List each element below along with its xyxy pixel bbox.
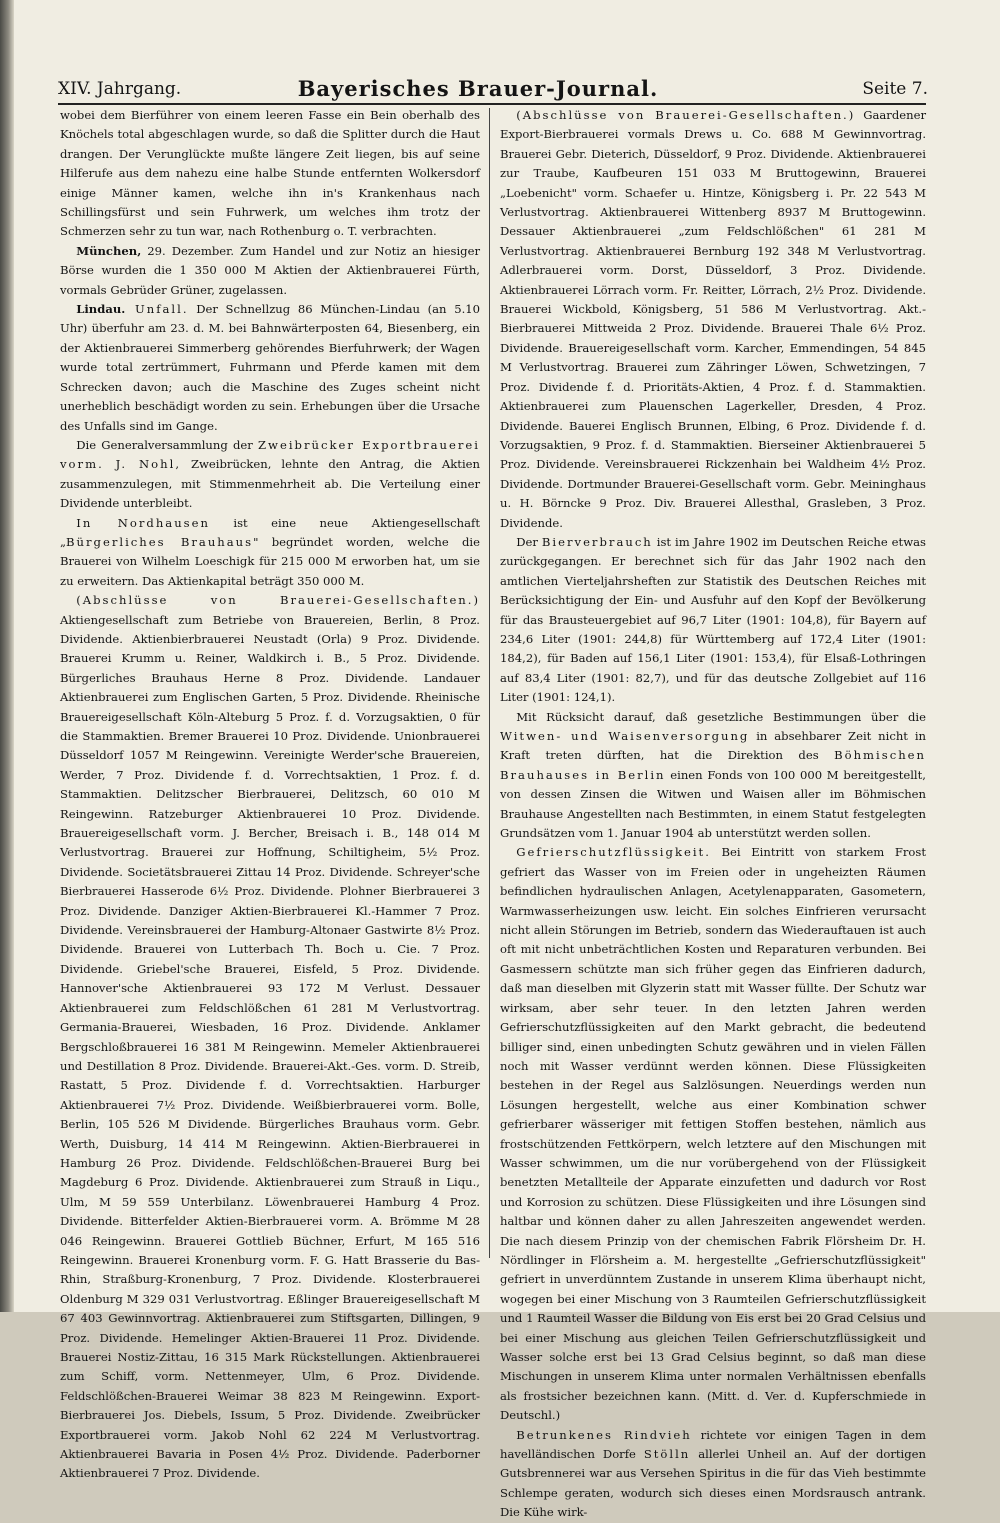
column-divider: [489, 108, 490, 1258]
header-rule: [58, 103, 926, 105]
right-column: [500, 106, 926, 1523]
page-header: [28, 76, 928, 104]
page-number: Seite 7.: [862, 79, 928, 99]
article-abschluesse-continued: (Abschlüsse von Brauerei-Gesellschaften.) Gaardener Export-Bierbrauerei vormals Drews u. Co. 688 M Gewinnvortrag. Brauerei Gebr. Dieterich, Düsseldorf, 9 Proz. Dividende. Aktienbrauerei zur Traube, Kaufbeuren 151 033 M Bruttogewinn, Brauerei „Loebenicht" vorm. Schaefer u. Hintze, Königsberg i. Pr. 22 543 M Verlustvortrag. Aktienbrauerei Wittenberg 8937 M Bruttogewinn. Dessauer Aktienbrauerei „zum Feldschlößchen" 61 281 M Verlustvortrag. Aktienbrauerei Bernburg 192 348 M Verlustvortrag. Adlerbrauerei vorm. Dorst, Düsseldorf, 3 Proz. Dividende. Aktienbrauerei Lörrach vorm. Fr. Reitter, Lörrach, 2½ Proz. Dividende. Brauerei Wickbold, Königsberg, 51 586 M Verlustvortrag. Akt.-Bierbrauerei Mittweida 2 Proz. Dividende. Brauerei Thale 6½ Proz. Dividende. Brauereigesellschaft vorm. Karcher, Emmendingen, 54 845 M Verlustvortrag. Brauerei zum Zähringer Löwen, Schwetzingen, 7 Proz. Dividende f. d. Prioritäts-Aktien, 4 Proz. f. d. Stammaktien. Aktienbrauerei zum Plauenschen Lagerkeller, Dresden, 4 Proz. Dividende. Bauerei Englisch Brunnen, Elbing, 6 Proz. Dividende f. d. Vorzugsaktien, 9 Proz. f. d. Stammaktien. Bierseiner Aktienbrauerei 5 Proz. Dividende. Vereinsbrauerei Rickzenhain bei Waldheim 4½ Proz. Dividende. Dortmunder Brauerei-Gesellschaft vorm. Gebr. Meininghaus u. H. Börncke 9 Proz. Div. Brauerei Allesthal, Grasleben, 3 Proz. Dividende.: [500, 108, 926, 530]
article-lindau: Lindau. Unfall. Der Schnellzug 86 München-Lindau (an 5.10 Uhr) überfuhr am 23. d. M. bei Bahnwärterposten 64, Biesenberg, ein der Aktienbrauerei Simmerberg gehörendes Bierfuhrwerk; der Wagen wurde total zertrümmert, Fuhrmann und Pferde kamen mit dem Schrecken davon; auch die Maschine des Zuges scheint nicht unerheblich beschädigt worden zu sein. Erhebungen über die Ursache des Unfalls sind im Gange.: [60, 302, 481, 433]
left-column: [60, 106, 480, 1484]
article-generalversammlung: Die Generalversammlung der Zweibrücker Exportbrauerei vorm. J. Nohl, Zweibrücken, lehnte den Antrag, die Aktien zusammenzulegen, mit Stimmenmehrheit ab. Die Verteilung einer Dividende unterbleibt.: [60, 437, 480, 511]
article-nordhausen: In Nordhausen ist eine neue Aktiengesellschaft „Bürgerliches Brauhaus" begründet worden, welche die Brauerei von Wilhelm Loeschigk für 215 000 M erworben hat, um sie zu erweitern. Das Aktienkapital beträgt 350 000 M.: [60, 515, 480, 588]
article-gefrierschutz: Gefrierschutzflüssigkeit. Bei Eintritt von starkem Frost gefriert das Wasser von im Freien oder in ungeheizten Räumen befindlichen hydraulischen Anlagen, Acetylenapparaten, Gasometern, Warmwasserheizungen usw. leicht. Ein solches Einfrieren verursacht nicht allein Störungen im Betrieb, sondern das Wiederauftauen ist auch oft mit nicht unbeträchtlichen Kosten und Reparaturen verbunden. Bei Gasmessern schützte man sich früher gegen das Einfrieren dadurch, daß man dieselben mit Glyzerin statt mit Wasser füllte. Der Schutz war wirksam, aber sehr teuer. In den letzten Jahren werden Gefrierschutzflüssigkeiten auf den Markt gebracht, die bedeutend billiger sind, einen unbedingten Schutz gewähren und in vielen Fällen noch mit Wasser verdünnt werden können. Diese Flüssigkeiten bestehen in der Regel aus Salzlösungen. Neuerdings werden nun Lösungen hergestellt, welche aus einer Kombination schwer gefrierbarer wässeriger mit fettigen Stoffen bestehen, nämlich aus frostschützenden Fettkörpern, welch letztere auf den Mischungen mit Wasser schwimmen, um die nur vorübergehend von der Flüssigkeit benetzten Metallteile der Apparate einzufetten und dadurch vor Rost und Korrosion zu schützen. Diese Flüssigkeiten und ihre Lösungen sind haltbar und können daher zu allen Jahreszeiten angewendet werden. Die nach diesem Prinzip von der chemischen Fabrik Flörsheim Dr. H. Nördlinger in Flörsheim a. M. hergestellte „Gefrierschutzflüssigkeit" gefriert in unverdünntem Zustande in unserem Klima überhaupt nicht, wogegen bei einer Mischung von 3 Raumteilen Gefrierschutzflüssigkeit und 1 Raumteil Wasser die Bildung von Eis erst bei 20 Grad Celsius und bei einer Mischung aus gleichen Teilen Gefrierschutzflüssigkeit und Wasser solche erst bei 13 Grad Celsius beginnt, so daß man diese Mischungen in unserem Klima unter normalen Verhältnissen ebenfalls als frostsicher bezeichnen kann. (Mitt. d. Ver. d. Kupferschmiede in Deutschl.): [500, 845, 926, 1423]
article-witwenversorgung: Mit Rücksicht darauf, daß gesetzliche Bestimmungen über die Witwen- und Waisenversorgung in absehbarer Zeit nicht in Kraft treten dürften, hat die Direktion des Böhmischen Brauhauses in Berlin einen Fonds von 100 000 M bereitgestellt, von dessen Zinsen die Witwen und Waisen aller im Böhmischen Brauhause Angestellten nach Bestimmten, in einem Statut festgelegten Grundsätzen vom 1. Januar 1904 ab unterstützt werden sollen.: [500, 709, 927, 841]
article-rindvieh: Betrunkenes Rindvieh richtete vor einigen Tagen in dem havelländischen Dorfe Stölln allerlei Unheil an. Auf der dortigen Gutsbrennerei war aus Versehen Spiritus in die für das Vieh bestimmte Schlempe geraten, wodurch sich dieses einen Mordsrausch antrank. Die Kühe wirk-: [500, 1427, 927, 1520]
volume-label: XIV. Jahrgang.: [58, 79, 182, 99]
article-bierverbrauch: Der Bierverbrauch ist im Jahre 1902 im Deutschen Reiche etwas zurückgegangen. Er berechnet sich für das Jahr 1902 nach den amtlichen Vierteljahrsheften zur Statistik des Deutschen Reiches mit Berücksichtigung der Ein- und Ausfuhr auf den Kopf der Bevölkerung für das Brausteuergebiet auf 96,7 Liter (1901: 104,8), für Bayern auf 234,6 Liter (1901: 244,8) für Württemberg auf 172,4 Liter (1901: 184,2), für Baden auf 156,1 Liter (1901: 153,4), für Elsaß-Lothringen auf 83,4 Liter (1901: 82,7), und für das deutsche Zollgebiet auf 116 Liter (1901: 124,1).: [500, 534, 926, 705]
article-abschluesse: (Abschlüsse von Brauerei-Gesellschaften.) Aktiengesellschaft zum Betriebe von Brauereien, Berlin, 8 Proz. Dividende. Aktienbierbrauerei Neustadt (Orla) 9 Proz. Dividende. Brauerei Krumm u. Reiner, Waldkirch i. B., 5 Proz. Dividende. Bürgerliches Brauhaus Herne 8 Proz. Dividende. Landauer Aktienbrauerei zum Englischen Garten, 5 Proz. Dividende. Rheinische Brauereigesellschaft Köln-Alteburg 5 Proz. f. d. Vorzugsaktien, 0 für die Stammaktien. Bremer Brauerei 10 Proz. Dividende. Unionbrauerei Düsseldorf 1057 M Reingewinn. Vereinigte Werder'sche Brauereien, Werder, 7 Proz. Dividende f. d. Vorrechtsaktien, 1 Proz. f. d. Stammaktien. Delitzscher Bierbrauerei, Delitzsch, 60 010 M Reingewinn. Ratzeburger Aktienbrauerei 10 Proz. Dividende. Brauereigesellschaft vorm. J. Bercher, Breisach i. B., 148 014 M Verlustvortrag. Brauerei zur Hoffnung, Schiltigheim, 5½ Proz. Dividende. Societätsbrauerei Zittau 14 Proz. Dividende. Schreyer'sche Bierbrauerei Hasserode 6½ Proz. Dividende. Plohner Bierbrauerei 3 Proz. Dividende. Danziger Aktien-Bierbrauerei Kl.-Hammer 7 Proz. Dividende. Vereinsbrauerei der Hamburg-Altonaer Gastwirte 8½ Proz. Dividende. Brauerei von Lutterbach Th. Boch u. Cie. 7 Proz. Dividende. Griebel'sche Brauerei, Eisfeld, 5 Proz. Dividende. Hannover'sche Aktienbrauerei 93 172 M Verlust. Dessauer Aktienbrauerei zum Feldschlößchen 61 281 M Verlustvortrag. Germania-Brauerei, Wiesbaden, 16 Proz. Dividende. Anklamer Bergschloßbrauerei 16 381 M Reingewinn. Memeler Aktienbrauerei und Destillation 8 Proz. Dividende. Brauerei-Akt.-Ges. vorm. D. Streib, Rastatt, 5 Proz. Dividende f. d. Vorrechtsaktien. Harburger Aktienbrauerei 7½ Proz. Dividende. Weißbierbrauerei vorm. Bolle, Berlin, 105 526 M Dividende. Bürgerliches Brauhaus vorm. Gebr. Werth, Duisburg, 14 414 M Reingewinn. Aktien-Bierbrauerei in Hamburg 26 Proz. Dividende. Feldschlößchen-Brauerei Burg bei Magdeburg 6 Proz. Dividende. Aktienbrauerei zum Strauß in Liqu., Ulm, M 59 559 Unterbilanz. Löwenbrauerei Hamburg 4 Proz. Dividende. Bitterfelder Aktien-Bierbrauerei vorm. A. Brömme M 28 046 Reingewinn. Brauerei Gottlieb Büchner, Erfurt, M 165 516 Reingewinn. Brauerei Kronenburg vorm. F. G. Hatt Brasserie du Bas-Rhin, Straßburg-Kronenburg, 7 Proz. Dividende. Klosterbrauerei Oldenburg M 329 031 Verlustvortrag. Eßlinger Brauereigesellschaft M 67 403 Gewinnvortrag. Aktienbrauerei zum Stiftsgarten, Dillingen, 9 Proz. Dividende. Hemelinger Aktien-Brauerei 11 Proz. Dividende. Brauerei Nostiz-Zittau, 16 315 Mark Rückstellungen. Aktienbrauerei zum Schiff, vorm. Nettenmeyer, Ulm, 6 Proz. Dividende. Feldschlößchen-Brauerei Weimar 38 823 M Reingewinn. Export-Bierbrauerei Jos. Diebels, Issum, 5 Proz. Dividende. Zweibrücker Exportbrauerei vorm. Jakob Nohl 62 224 M Verlustvortrag. Aktienbrauerei Bavaria in Posen 4½ Proz. Dividende. Paderborner Aktienbrauerei 7 Proz. Dividende.: [60, 593, 480, 1481]
page-binding-edge: [0, 0, 14, 1312]
journal-title: Bayerisches Brauer-Journal.: [297, 76, 659, 101]
article-muenchen: München, 29. Dezember. Zum Handel und zur Notiz an hiesiger Börse wurden die 1 350 000 M Aktien der Aktienbrauerei Fürth, vormals Gebrüder Grüner, zugelassen.: [60, 243, 480, 297]
article-accident-continued: wobei dem Bierführer von einem leeren Fasse ein Bein oberhalb des Knöchels total abgeschlagen wurde, so daß die Splitter durch die Haut drangen. Der Verunglückte mußte längere Zeit liegen, bis auf seine Hilferufe aus dem nahezu eine halbe Stunde entfernten Wolkersdorf einige Männer kamen, welche ihn in's Krankenhaus nach Schillingsfürst und sein Fuhrwerk, um welches ihm trotz der Schmerzen sehr zu tun war, nach Rothenburg o. T. verbrachten.: [60, 108, 480, 239]
